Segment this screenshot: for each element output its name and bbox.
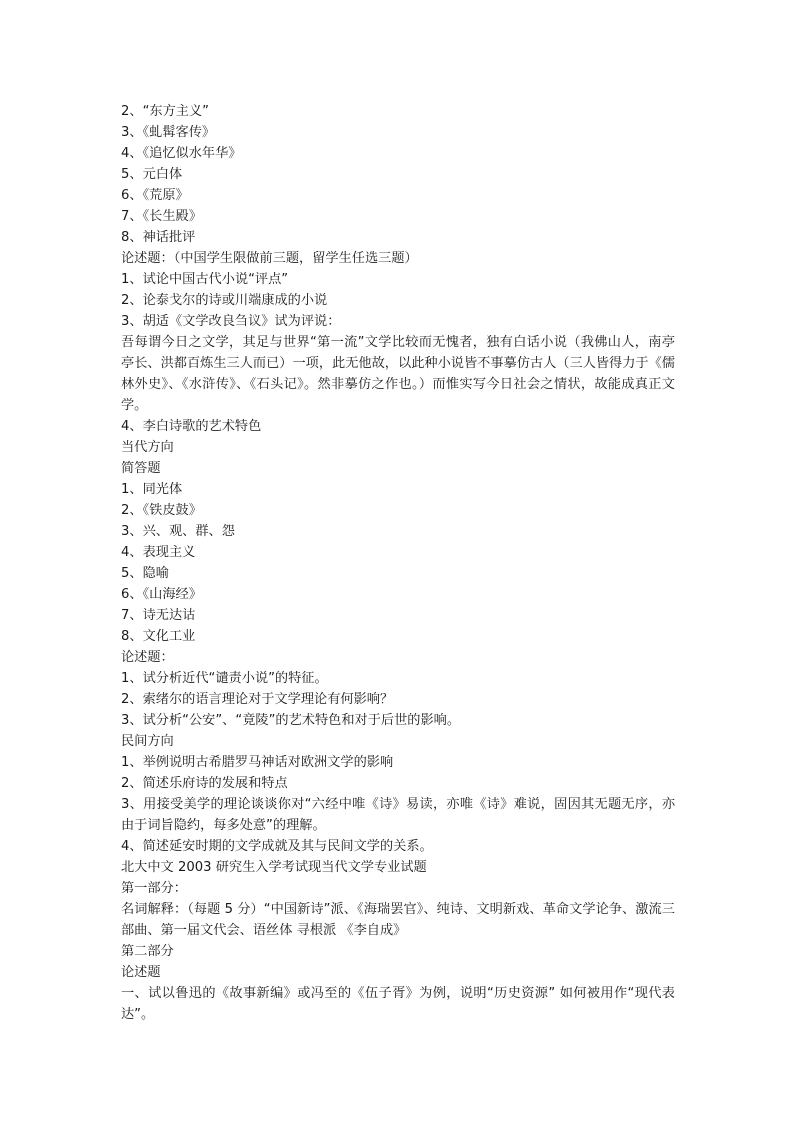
list-item: 1、试论中国古代小说“评点” [121, 272, 289, 287]
section-heading: 论述题 [121, 965, 161, 980]
list-item: 4、简述延安时期的文学成就及其与民间文学的关系。 [121, 839, 433, 854]
section-heading: 简答题 [121, 461, 161, 476]
list-item: 2、论泰戈尔的诗或川端康成的小说 [121, 293, 328, 308]
section-heading: 论述题：（中国学生限做前三题，留学生任选三题） [121, 251, 418, 266]
section-heading: 当代方向 [121, 440, 174, 455]
list-item: 6、《荒原》 [121, 188, 189, 203]
section-heading: 民间方向 [121, 734, 174, 749]
list-item: 4、李白诗歌的艺术特色 [121, 419, 262, 434]
list-item: 5、隐喻 [121, 566, 169, 581]
list-item: 1、同光体 [121, 482, 183, 497]
list-item: 6、《山海经》 [121, 587, 202, 602]
list-item: 3、试分析“公安”、“竟陵”的艺术特色和对于后世的影响。 [121, 713, 461, 728]
list-item: 3、用接受美学的理论谈谈你对“六经中唯《诗》易读，亦唯《诗》难说，固因其无题无序，亦由于词旨隐约，每多处意”的理解。 [121, 797, 675, 833]
list-item: 7、《长生殿》 [121, 209, 202, 224]
list-item: 8、文化工业 [121, 629, 196, 644]
list-item: 2、“东方主义” [121, 104, 209, 119]
document-title: 北大中文 2003 研究生入学考试现当代文学专业试题 [121, 860, 427, 875]
list-item: 1、举例说明古希腊罗马神话对欧洲文学的影响 [121, 755, 394, 770]
list-item: 3、兴、观、群、怨 [121, 524, 235, 539]
section-heading: 第二部分 [121, 944, 174, 959]
section-heading: 论述题： [121, 650, 174, 665]
list-item: 2、《铁皮鼓》 [121, 503, 202, 518]
list-item: 1、试分析近代“谴责小说”的特征。 [121, 671, 328, 686]
document-body [121, 101, 675, 1025]
list-item: 4、《追忆似水年华》 [121, 146, 242, 161]
quote-paragraph: 吾每谓今日之文学，其足与世界“第一流”文学比较而无愧者，独有白话小说（我佛山人，南亭亭长、洪都百炼生三人而已）一项，此无他故，以此种小说皆不事摹仿古人（三人皆得力于《儒林外史》、《水浒传》、《石头记》。然非摹仿之作也。）而惟实写今日社会之情状，故能成真正文学。 [121, 335, 675, 413]
list-item: 一、试以鲁迅的《故事新编》或冯至的《伍子胥》为例，说明“历史资源” 如何被用作“现代表达”。 [121, 986, 675, 1022]
list-item: 3、胡适《文学改良刍议》试为评说： [121, 314, 341, 329]
list-item: 7、诗无达诂 [121, 608, 196, 623]
list-item: 8、神话批评 [121, 230, 196, 245]
list-item: 4、表现主义 [121, 545, 196, 560]
section-heading: 第一部分： [121, 881, 187, 896]
list-item: 3、《虬髯客传》 [121, 125, 216, 140]
list-item: 名词解释：（每题 5 分）“中国新诗”派、《海瑞罢官》、纯诗、文明新戏、革命文学论争、激流三部曲、第一届文代会、语丝体 寻根派 《李自成》 [121, 902, 675, 938]
list-item: 2、简述乐府诗的发展和特点 [121, 776, 288, 791]
list-item: 2、索绪尔的语言理论对于文学理论有何影响？ [121, 692, 394, 707]
list-item: 5、元白体 [121, 167, 183, 182]
